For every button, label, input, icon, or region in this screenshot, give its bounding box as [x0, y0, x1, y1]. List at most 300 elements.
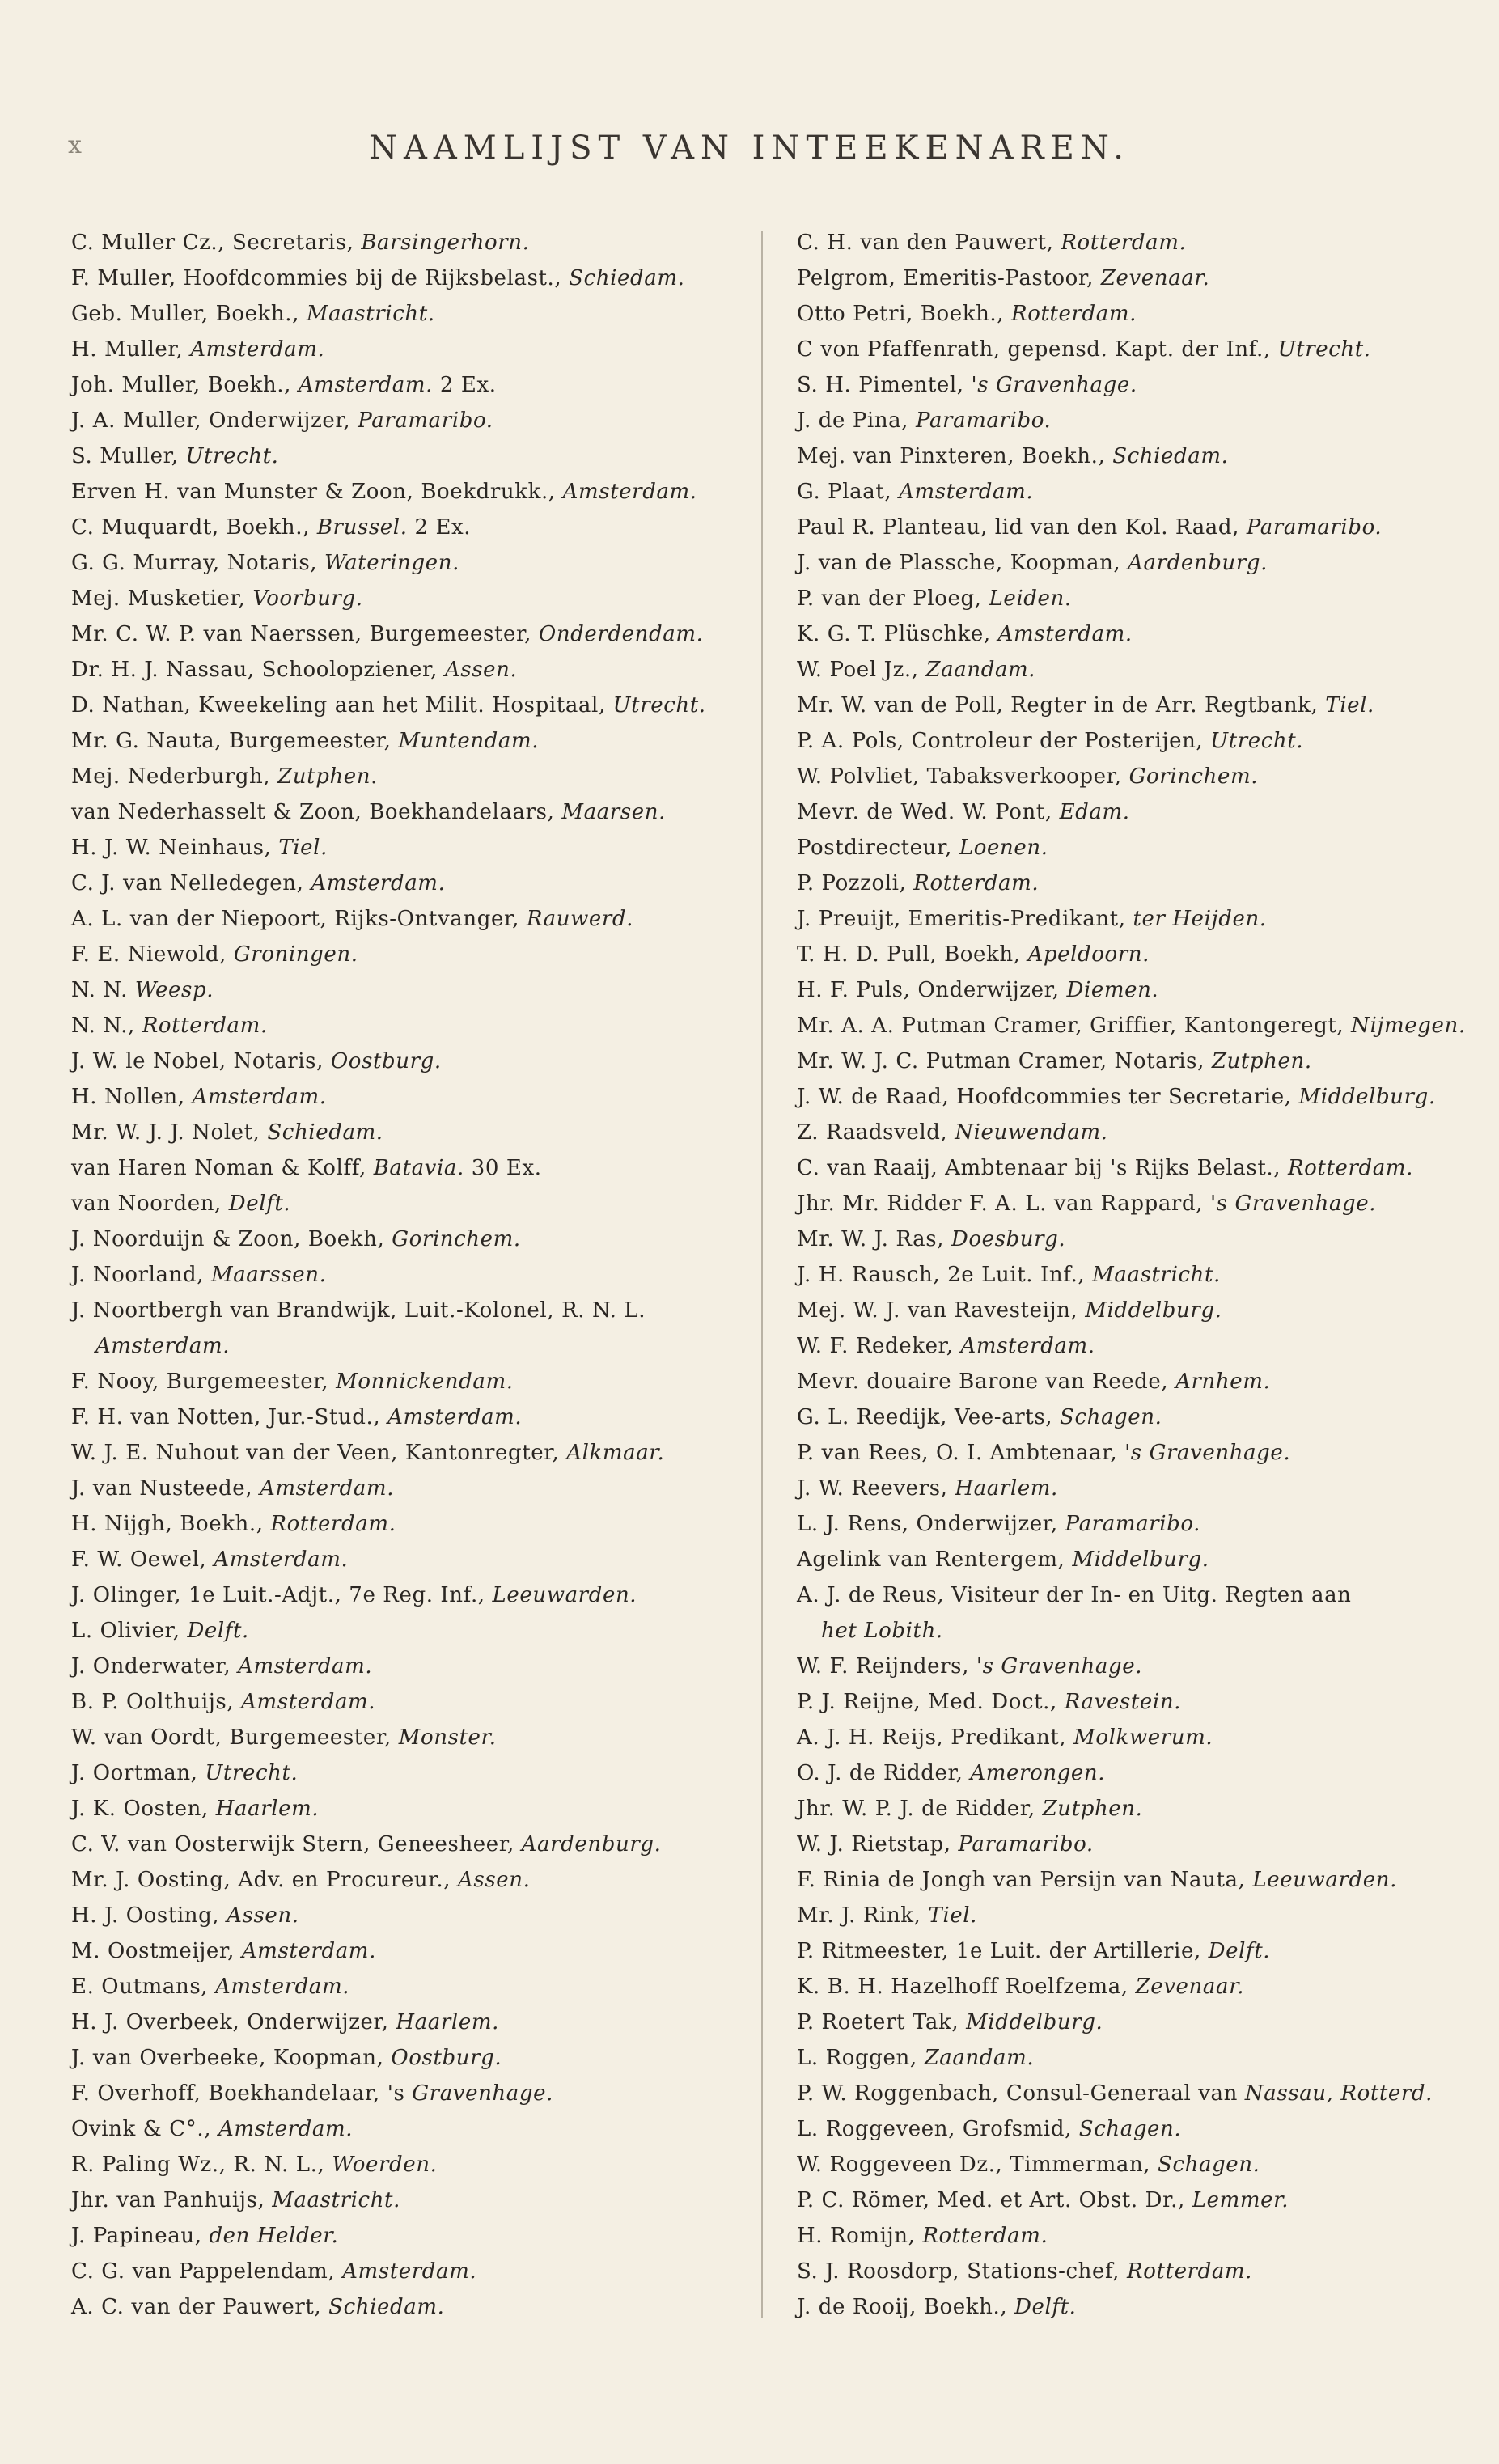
subscriber-entry: [797, 1755, 1493, 1791]
subscriber-entry: [71, 367, 767, 403]
subscriber-name: J. de Rooij, Boekh.,: [797, 2295, 1015, 2319]
subscriber-entry: [71, 2147, 767, 2182]
subscriber-entry: [797, 1720, 1493, 1755]
subscriber-name: A. C. van der Pauwert,: [71, 2295, 329, 2319]
subscriber-entry: [797, 616, 1493, 652]
subscriber-name: C. van Raaij, Ambtenaar bij 's Rijks Belast.,: [797, 1156, 1288, 1180]
subscriber-place: Weesp.: [134, 978, 214, 1002]
subscriber-entry: [71, 1720, 767, 1755]
subscriber-entry: [71, 1577, 767, 1613]
subscriber-entry: [71, 1898, 767, 1933]
subscriber-place: Middelburg.: [966, 2010, 1103, 2034]
subscriber-entry: [797, 2218, 1493, 2254]
subscriber-place: Paramaribo.: [916, 409, 1052, 433]
subscriber-entry: [797, 937, 1493, 972]
subscriber-name: Mevr. de Wed. W. Pont,: [797, 800, 1060, 824]
subscriber-name: Agelink van Rentergem,: [797, 1547, 1073, 1572]
subscriber-name: O. J. de Ridder,: [797, 1761, 971, 1785]
subscriber-place: 's Gravenhage.: [971, 373, 1137, 397]
subscriber-name: Jhr. van Panhuijs,: [71, 2188, 273, 2212]
subscriber-entry: [797, 1613, 1493, 1649]
subscriber-place: Delft.: [187, 1619, 249, 1643]
subscriber-place: Rotterdam.: [913, 871, 1040, 895]
subscriber-entry: [797, 2076, 1493, 2111]
subscriber-name: C. V. van Oosterwijk Stern, Geneesheer,: [71, 1832, 522, 1856]
subscriber-name: Mr. A. A. Putman Cramer, Griffier, Kantongeregt,: [797, 1014, 1352, 1038]
subscriber-entry: [797, 2182, 1493, 2218]
subscriber-name: J. K. Oosten,: [71, 1797, 216, 1821]
subscriber-name: Jhr. Mr. Ridder F. A. L. van Rappard,: [797, 1192, 1210, 1216]
subscriber-place: Rotterdam.: [270, 1512, 396, 1536]
subscriber-entry: [71, 260, 767, 296]
subscriber-place: Alkmaar.: [566, 1441, 665, 1465]
subscriber-place: Schagen.: [1060, 1405, 1162, 1429]
subscriber-place: Maastricht.: [272, 2188, 400, 2212]
subscriber-place: Loenen.: [959, 836, 1048, 860]
subscriber-place: het Lobith.: [821, 1619, 943, 1643]
subscriber-entry: [797, 688, 1493, 723]
subscriber-place: Amsterdam.: [899, 480, 1034, 504]
left-column: [71, 225, 767, 2325]
subscriber-place: Doesburg.: [951, 1227, 1066, 1251]
subscriber-name: Mej. van Pinxteren, Boekh.,: [797, 444, 1113, 468]
subscriber-place: Muntendam.: [398, 729, 540, 753]
copies-count: 2 Ex.: [407, 515, 472, 540]
subscriber-entry: [797, 1008, 1493, 1044]
subscriber-place: Utrecht.: [612, 693, 706, 718]
subscriber-name: P. C. Römer, Med. et Art. Obst. Dr.,: [797, 2188, 1192, 2212]
subscriber-place: Brussel.: [316, 515, 408, 540]
subscriber-entry: [71, 1649, 767, 1684]
subscriber-place: Tiel.: [1325, 693, 1374, 718]
subscriber-entry: [797, 1649, 1493, 1684]
subscriber-entry: [71, 1933, 767, 1969]
subscriber-name: Mevr. douaire Barone van Reede,: [797, 1370, 1176, 1394]
subscriber-place: Amsterdam.: [259, 1476, 395, 1501]
subscriber-place: 's Gravenhage.: [1209, 1192, 1377, 1216]
subscriber-place: 's Gravenhage.: [1124, 1441, 1291, 1465]
subscriber-name: W. F. Reijnders,: [797, 1654, 976, 1679]
subscriber-name: P. van der Ploeg,: [797, 586, 989, 611]
subscriber-name: F. E. Niewold,: [71, 942, 234, 967]
subscriber-entry: [797, 1435, 1493, 1471]
subscriber-entry: [71, 1044, 767, 1079]
subscriber-name: Mr. C. W. P. van Naerssen, Burgemeester,: [71, 622, 539, 646]
subscriber-name: P. Pozzoli,: [797, 871, 914, 895]
subscriber-name: L. Roggen,: [797, 2046, 925, 2070]
subscriber-place: ter Heijden.: [1133, 907, 1267, 931]
subscriber-name: Mr. J. Rink,: [797, 1903, 929, 1928]
subscriber-name: S. J. Roosdorp, Stations-chef,: [797, 2259, 1128, 2284]
subscriber-name: Postdirecteur,: [797, 836, 959, 860]
subscriber-entry: [797, 1791, 1493, 1827]
subscriber-name: F. H. van Notten, Jur.-Stud.,: [71, 1405, 388, 1429]
subscriber-entry: [71, 1506, 767, 1542]
subscriber-name: J. A. Muller, Onderwijzer,: [71, 409, 358, 433]
running-head: NAAMLIJST VAN INTEEKENAREN.: [368, 129, 1131, 167]
subscriber-entry: [71, 1257, 767, 1293]
subscriber-name: W. van Oordt, Burgemeester,: [71, 1725, 399, 1750]
subscriber-place: Nijmegen.: [1351, 1014, 1466, 1038]
subscriber-place: Diemen.: [1066, 978, 1159, 1002]
subscriber-name: Mr. W. van de Poll, Regter in de Arr. Regtbank,: [797, 693, 1326, 718]
subscriber-entry: [71, 2182, 767, 2218]
subscriber-entry: [797, 2147, 1493, 2182]
page-number: x: [68, 131, 83, 159]
subscriber-place: Schagen.: [1078, 2117, 1182, 2141]
subscriber-entry: [71, 794, 767, 830]
column-divider: [761, 231, 763, 2318]
subscriber-name: B. P. Oolthuijs,: [71, 1690, 242, 1714]
subscriber-name: A. J. H. Reijs, Predikant,: [797, 1725, 1074, 1750]
subscriber-name: L. Roggeveen, Grofsmid,: [797, 2117, 1079, 2141]
subscriber-name: K. G. T. Plüschke,: [797, 622, 998, 646]
subscriber-entry: [71, 972, 767, 1008]
subscriber-entry: [71, 688, 767, 723]
subscriber-name: L. J. Rens, Onderwijzer,: [797, 1512, 1065, 1536]
subscriber-entry: [797, 2005, 1493, 2040]
subscriber-place: Assen.: [444, 658, 518, 682]
subscriber-place: Leeuwarden.: [1252, 1868, 1397, 1892]
subscriber-name: P. van Rees, O. I. Ambtenaar,: [797, 1441, 1125, 1465]
subscriber-name: H. J. Oosting,: [71, 1903, 227, 1928]
subscriber-place: Maastricht.: [306, 302, 435, 326]
subscriber-name: N. N.,: [71, 1014, 142, 1038]
subscriber-entry: [71, 2111, 767, 2147]
subscriber-name: C. Muquardt, Boekh.,: [71, 515, 317, 540]
subscriber-entry: [71, 1328, 767, 1364]
subscriber-name: Geb. Muller, Boekh.,: [71, 302, 307, 326]
subscriber-name: J. Preuijt, Emeritis-Predikant,: [797, 907, 1133, 931]
subscriber-name: J. van Overbeeke, Koopman,: [71, 2046, 392, 2070]
subscriber-place: Middelburg.: [1085, 1298, 1222, 1323]
subscriber-name: J. van de Plassche, Koopman,: [797, 551, 1128, 575]
subscriber-place: Batavia.: [373, 1156, 464, 1180]
subscriber-place: Onderdendam.: [538, 622, 704, 646]
subscriber-entry: [71, 2254, 767, 2289]
subscriber-name: Ovink & C°.,: [71, 2117, 218, 2141]
subscriber-entry: [71, 759, 767, 794]
subscriber-place: Haarlem.: [955, 1476, 1058, 1501]
subscriber-place: Delft.: [228, 1192, 291, 1216]
subscriber-entry: [71, 937, 767, 972]
subscriber-entry: [797, 1044, 1493, 1079]
subscriber-entry: [71, 901, 767, 937]
subscriber-place: Zutphen.: [1042, 1797, 1143, 1821]
subscriber-name: van Nederhasselt & Zoon, Boekhandelaars,: [71, 800, 562, 824]
subscriber-place: Apeldoorn.: [1027, 942, 1150, 967]
subscriber-entry: [797, 1969, 1493, 2005]
subscriber-place: Schiedam.: [267, 1120, 383, 1145]
subscriber-name: A. L. van der Niepoort, Rijks-Ontvanger,: [71, 907, 527, 931]
subscriber-entry: [797, 1364, 1493, 1399]
subscriber-place: Aardenburg.: [521, 1832, 662, 1856]
subscriber-entry: [797, 794, 1493, 830]
subscriber-name: F. Overhoff, Boekhandelaar, 's: [71, 2081, 413, 2106]
subscriber-place: Leeuwarden.: [492, 1583, 637, 1607]
subscriber-place: Groningen.: [233, 942, 358, 967]
subscriber-place: Paramaribo.: [1246, 515, 1383, 540]
subscriber-name: J. Onderwater,: [71, 1654, 239, 1679]
subscriber-entry: [71, 2076, 767, 2111]
subscriber-entry: [797, 332, 1493, 367]
subscriber-place: Maarsen.: [561, 800, 666, 824]
subscriber-entry: [71, 1364, 767, 1399]
subscriber-name: L. Olivier,: [71, 1619, 188, 1643]
subscriber-name: P. Roetert Tak,: [797, 2010, 967, 2034]
subscriber-place: 's Gravenhage.: [976, 1654, 1143, 1679]
subscriber-place: Haarlem.: [396, 2010, 499, 2034]
subscriber-entry: [71, 225, 767, 260]
subscriber-name: Mr. J. Oosting, Adv. en Procureur.,: [71, 1868, 459, 1892]
subscriber-name: J. W. de Raad, Hoofdcommies ter Secretarie,: [797, 1085, 1299, 1109]
subscriber-name: A. J. de Reus, Visiteur der In- en Uitg. Regten aan: [797, 1583, 1352, 1607]
subscriber-entry: [797, 866, 1493, 901]
subscriber-entry: [71, 1293, 767, 1328]
subscriber-entry: [71, 1221, 767, 1257]
subscriber-place: Maastricht.: [1092, 1263, 1221, 1287]
subscriber-place: Amsterdam.: [238, 1654, 373, 1679]
subscriber-place: Monnickendam.: [336, 1370, 514, 1394]
subscriber-name: J. Papineau,: [71, 2224, 210, 2248]
subscriber-name: H. Nollen,: [71, 1085, 193, 1109]
subscriber-name: W. Roggeveen Dz., Timmerman,: [797, 2153, 1158, 2177]
subscriber-place: Utrecht.: [185, 444, 279, 468]
subscriber-place: Arnhem.: [1175, 1370, 1271, 1394]
subscriber-name: P. Ritmeester, 1e Luit. der Artillerie,: [797, 1939, 1209, 1963]
subscriber-entry: [71, 332, 767, 367]
subscriber-name: C. H. van den Pauwert,: [797, 231, 1061, 255]
subscriber-entry: [71, 1969, 767, 2005]
subscriber-name: N. N.: [71, 978, 135, 1002]
subscriber-entry: [71, 510, 767, 545]
subscriber-place: Schiedam.: [569, 266, 685, 290]
subscriber-place: Wateringen.: [324, 551, 459, 575]
subscriber-place: Barsingerhorn.: [361, 231, 530, 255]
subscriber-name: J. H. Rausch, 2e Luit. Inf.,: [797, 1263, 1093, 1287]
subscriber-place: Oostburg.: [330, 1049, 442, 1073]
subscriber-entry: [797, 830, 1493, 866]
subscriber-entry: [797, 1399, 1493, 1435]
subscriber-place: Schiedam.: [328, 2295, 445, 2319]
subscriber-entry: [797, 1221, 1493, 1257]
subscriber-place: Assen.: [458, 1868, 531, 1892]
subscriber-place: Amsterdam.: [562, 480, 697, 504]
subscriber-name: W. Polvliet, Tabaksverkooper,: [797, 764, 1129, 789]
subscriber-entry: [71, 2005, 767, 2040]
subscriber-entry: [71, 438, 767, 474]
subscriber-place: Schagen.: [1158, 2153, 1260, 2177]
subscriber-place: Amsterdam.: [342, 2259, 477, 2284]
subscriber-name: W. F. Redeker,: [797, 1334, 961, 1358]
subscriber-entry: [797, 1542, 1493, 1577]
subscriber-entry: [71, 616, 767, 652]
subscriber-name: J. Oortman,: [71, 1761, 205, 1785]
subscriber-entry: [797, 474, 1493, 510]
subscriber-place: Monster.: [398, 1725, 497, 1750]
subscriber-name: H. Muller,: [71, 337, 191, 362]
subscriber-place: Rotterdam.: [1287, 1156, 1413, 1180]
subscriber-entry: [797, 510, 1493, 545]
subscriber-place: Tiel.: [278, 836, 328, 860]
subscriber-name: Paul R. Planteau, lid van den Kol. Raad,: [797, 515, 1247, 540]
subscriber-entry: [71, 545, 767, 581]
subscriber-entry: [797, 2111, 1493, 2147]
subscriber-name: Otto Petri, Boekh.,: [797, 302, 1012, 326]
subscriber-entry: [797, 1471, 1493, 1506]
subscriber-name: Joh. Muller, Boekh.,: [71, 373, 299, 397]
subscriber-place: Tiel.: [928, 1903, 978, 1928]
subscriber-name: Mr. W. J. Ras,: [797, 1227, 951, 1251]
subscriber-place: Schiedam.: [1112, 444, 1229, 468]
subscriber-place: Rauwerd.: [526, 907, 634, 931]
subscriber-entry: [71, 866, 767, 901]
subscriber-place: Amsterdam.: [241, 1690, 376, 1714]
subscriber-entry: [797, 403, 1493, 438]
subscriber-name: H. F. Puls, Onderwijzer,: [797, 978, 1067, 1002]
subscriber-entry: [797, 545, 1493, 581]
subscriber-name: J. de Pina,: [797, 409, 917, 433]
subscriber-place: Paramaribo.: [958, 1832, 1094, 1856]
copies-count: 30 Ex.: [464, 1156, 542, 1180]
subscriber-entry: [71, 296, 767, 332]
subscriber-entry: [71, 1471, 767, 1506]
subscriber-entry: [797, 1328, 1493, 1364]
subscriber-name: D. Nathan, Kweekeling aan het Milit. Hospitaal,: [71, 693, 613, 718]
subscriber-place: Delft.: [1208, 1939, 1271, 1963]
subscriber-place: Amsterdam.: [218, 2117, 354, 2141]
subscriber-entry: [797, 260, 1493, 296]
subscriber-name: van Haren Noman & Kolff,: [71, 1156, 374, 1180]
subscriber-place: Edam.: [1059, 800, 1130, 824]
subscriber-place: Amsterdam.: [298, 373, 433, 397]
subscriber-name: Mej. Nederburgh,: [71, 764, 278, 789]
subscriber-name: Pelgrom, Emeritis-Pastoor,: [797, 266, 1101, 290]
subscriber-entry: [71, 2040, 767, 2076]
subscriber-name: R. Paling Wz., R. N. L.,: [71, 2153, 332, 2177]
subscriber-entry: [797, 225, 1493, 260]
subscriber-name: F. Muller, Hoofdcommies bij de Rijksbelast.,: [71, 266, 570, 290]
subscriber-name: Jhr. W. P. J. de Ridder,: [797, 1797, 1043, 1821]
subscriber-place: den Helder.: [209, 2224, 339, 2248]
subscriber-entry: [797, 1257, 1493, 1293]
subscriber-entry: [71, 1613, 767, 1649]
subscriber-name: J. Noorduijn & Zoon, Boekh,: [71, 1227, 392, 1251]
subscriber-entry: [797, 1293, 1493, 1328]
subscriber-entry: [797, 2040, 1493, 2076]
subscriber-place: Oostburg.: [391, 2046, 502, 2070]
subscriber-entry: [797, 2289, 1493, 2325]
subscriber-entry: [71, 1186, 767, 1221]
subscriber-place: Middelburg.: [1298, 1085, 1436, 1109]
subscriber-place: Amsterdam.: [241, 1939, 376, 1963]
subscriber-entry: [797, 296, 1493, 332]
subscriber-place: Assen.: [227, 1903, 299, 1928]
subscriber-place: Amsterdam.: [997, 622, 1133, 646]
subscriber-place: Woerden.: [332, 2153, 438, 2177]
subscriber-place: Utrecht.: [1210, 729, 1304, 753]
subscriber-name: C. G. van Pappelendam,: [71, 2259, 343, 2284]
subscriber-place: Rotterdam.: [1011, 302, 1137, 326]
subscriber-name: F. W. Oewel,: [71, 1547, 214, 1572]
subscriber-name: C. Muller Cz., Secretaris,: [71, 231, 362, 255]
subscriber-place: Ravestein.: [1064, 1690, 1182, 1714]
subscriber-entry: [71, 1791, 767, 1827]
subscriber-place: Rotterdam.: [1127, 2259, 1253, 2284]
right-column: [797, 225, 1493, 2325]
subscriber-entry: [797, 581, 1493, 616]
subscriber-place: Zaandam.: [924, 2046, 1035, 2070]
subscriber-name: W. Poel Jz.,: [797, 658, 926, 682]
subscriber-place: Voorburg.: [252, 586, 363, 611]
subscriber-entry: [71, 1079, 767, 1115]
subscriber-name: Mr. W. J. J. Nolet,: [71, 1120, 268, 1145]
subscriber-entry: [71, 652, 767, 688]
subscriber-entry: [797, 1150, 1493, 1186]
subscriber-place: Paramaribo.: [1065, 1512, 1201, 1536]
subscriber-entry: [797, 1933, 1493, 1969]
subscriber-name: F. Rinia de Jongh van Persijn van Nauta,: [797, 1868, 1253, 1892]
subscriber-place: Zutphen.: [1211, 1049, 1312, 1073]
subscriber-place: Amsterdam.: [190, 337, 325, 362]
subscriber-entry: [71, 1827, 767, 1862]
subscriber-entry: [71, 1399, 767, 1435]
subscriber-place: Rotterdam.: [142, 1014, 268, 1038]
subscriber-entry: [797, 1506, 1493, 1542]
subscriber-name: J. van Nusteede,: [71, 1476, 260, 1501]
subscriber-name: H. J. W. Neinhaus,: [71, 836, 279, 860]
subscriber-name: Mr. G. Nauta, Burgemeester,: [71, 729, 399, 753]
subscriber-place: Utrecht.: [1277, 337, 1371, 362]
subscriber-entry: [71, 1542, 767, 1577]
subscriber-name: M. Oostmeijer,: [71, 1939, 242, 1963]
subscriber-name: Mr. W. J. C. Putman Cramer, Notaris,: [797, 1049, 1212, 1073]
subscriber-entry: [71, 1755, 767, 1791]
subscriber-entry: [71, 830, 767, 866]
subscriber-place: Gorinchem.: [392, 1227, 521, 1251]
subscriber-name: T. H. D. Pull, Boekh,: [797, 942, 1028, 967]
subscriber-name: Erven H. van Munster & Zoon, Boekdrukk.,: [71, 480, 563, 504]
subscriber-entry: [797, 1862, 1493, 1898]
subscriber-place: Delft.: [1014, 2295, 1077, 2319]
subscriber-entry: [797, 901, 1493, 937]
subscriber-entry: [71, 581, 767, 616]
subscriber-entry: [71, 1862, 767, 1898]
subscriber-name: F. Nooy, Burgemeester,: [71, 1370, 337, 1394]
subscriber-name: P. J. Reijne, Med. Doct.,: [797, 1690, 1065, 1714]
subscriber-place: Amsterdam.: [192, 1085, 327, 1109]
subscriber-entry: [797, 759, 1493, 794]
subscriber-place: Leiden.: [989, 586, 1072, 611]
subscriber-place: Amsterdam.: [311, 871, 446, 895]
subscriber-place: Amsterdam.: [214, 1547, 349, 1572]
subscriber-entry: [71, 723, 767, 759]
subscriber-name: J. Olinger, 1e Luit.-Adjt., 7e Reg. Inf.,: [71, 1583, 493, 1607]
subscriber-entry: [71, 2289, 767, 2325]
subscriber-name: G. Plaat,: [797, 480, 900, 504]
subscriber-entry: [797, 972, 1493, 1008]
subscriber-place: Haarlem.: [215, 1797, 320, 1821]
subscriber-name: G. L. Reedijk, Vee-arts,: [797, 1405, 1061, 1429]
subscriber-place: Amsterdam.: [960, 1334, 1095, 1358]
subscriber-name: P. A. Pols, Controleur der Posterijen,: [797, 729, 1211, 753]
subscriber-place: Zutphen.: [277, 764, 378, 789]
subscriber-entry: [71, 2218, 767, 2254]
subscriber-place: Nassau, Rotterd.: [1244, 2081, 1433, 2106]
subscriber-name: H. J. Overbeek, Onderwijzer,: [71, 2010, 396, 2034]
subscriber-name: C von Pfaffenrath, gepensd. Kapt. der Inf.,: [797, 337, 1278, 362]
subscriber-entry: [71, 1684, 767, 1720]
